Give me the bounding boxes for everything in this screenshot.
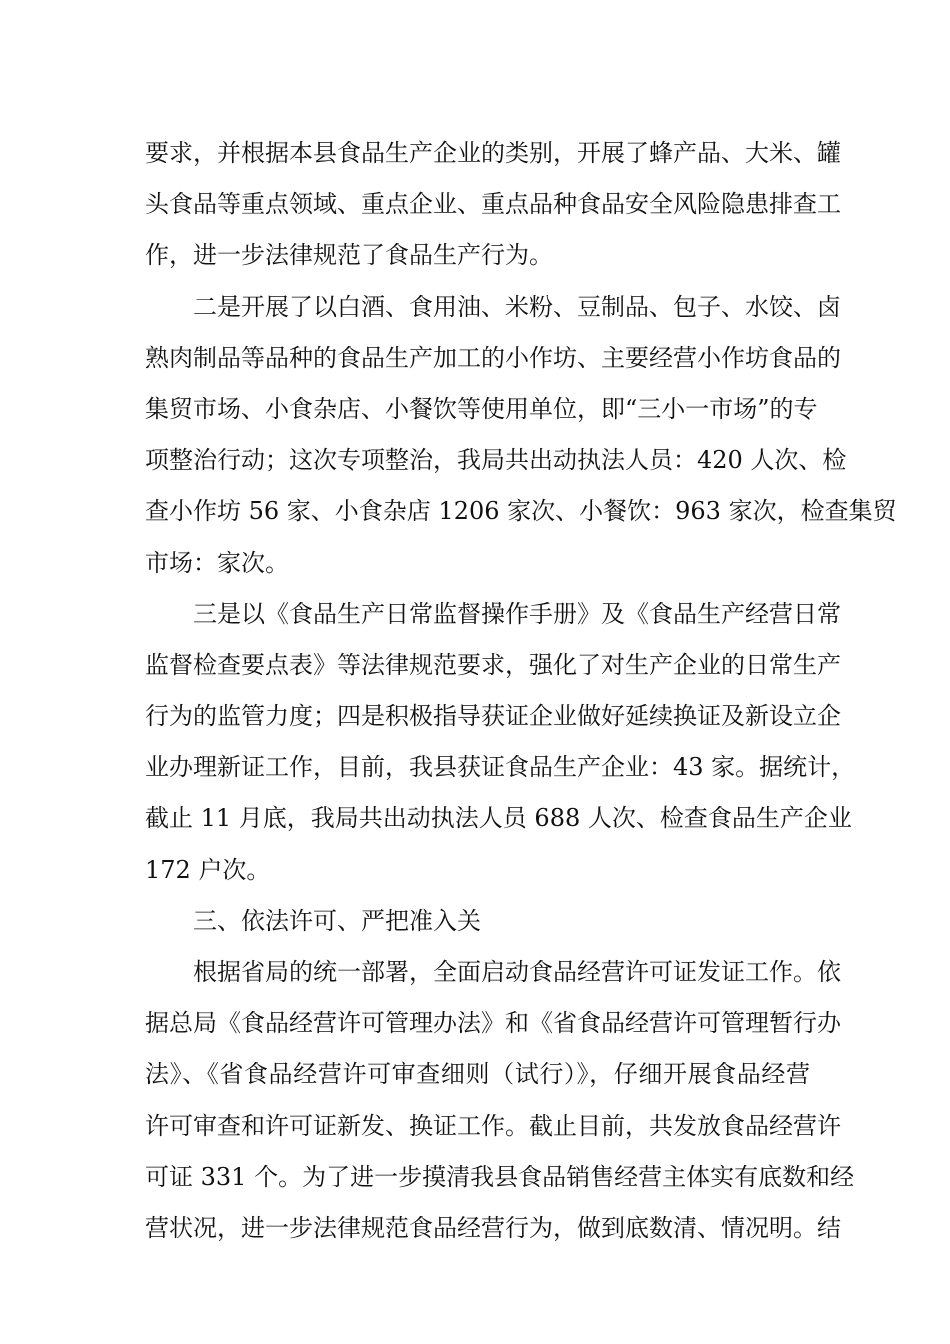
text-line: 三是以《食品生产日常监督操作手册》及《食品生产经营日常: [193, 599, 841, 628]
text-line: 截止 11 月底，我局共出动执法人员 688 人次、检查食品生产企业: [145, 804, 852, 833]
section-heading: [145, 896, 810, 947]
text-line: 许可审查和许可证新发、换证工作。截止目前，共发放食品经营许: [145, 1111, 841, 1140]
text-line: 市场：家次。: [145, 548, 289, 577]
text-line: 查小作坊 56 家、小食杂店 1206 家次、小餐饮：963 家次，检查集贸: [145, 497, 897, 526]
document-body: [145, 128, 897, 1254]
text-line: 行为的监管力度；四是积极指导获证企业做好延续换证及新设立企: [145, 702, 841, 731]
text-line: 据总局《食品经营许可管理办法》和《省食品经营许可管理暂行办: [145, 1009, 841, 1038]
text-line: 作，进一步法律规范了食品生产行为。: [145, 241, 553, 270]
heading-text: 三、依法许可、严把准入关: [193, 906, 481, 935]
text-line: 监督检查要点表》等法律规范要求，强化了对生产企业的日常生产: [145, 650, 841, 679]
text-line: 172 户次。: [145, 855, 271, 884]
text-line: 项整治行动；这次专项整治，我局共出动执法人员：420 人次、检: [145, 446, 847, 475]
paragraph-1: [145, 128, 841, 282]
text-line: 集贸市场、小食杂店、小餐饮等使用单位，即“三小一市场”的专: [145, 394, 818, 423]
paragraph-5: [145, 947, 855, 1254]
text-line: 根据省局的统一部署，全面启动食品经营许可证发证工作。依: [193, 958, 841, 986]
text-line: 业办理新证工作，目前，我县获证食品生产企业：43 家。据统计，: [145, 753, 856, 782]
text-line: 头食品等重点领域、重点企业、重点品种食品安全风险隐患排查工: [145, 190, 841, 219]
text-line: 可证 331 个。为了进一步摸清我县食品销售经营主体实有底数和经: [145, 1162, 855, 1191]
paragraph-3: [145, 589, 856, 896]
text-line: 法》、《省食品经营许可审查细则（试行）》，仔细开展食品经营: [145, 1060, 810, 1089]
paragraph-2: [145, 282, 897, 589]
text-line: 要求，并根据本县食品生产企业的类别，开展了蜂产品、大米、罐: [145, 139, 841, 167]
text-line: 熟肉制品等品种的食品生产加工的小作坊、主要经营小作坊食品的: [145, 343, 841, 372]
text-line: 营状况，进一步法律规范食品经营行为，做到底数清、情况明。结: [145, 1213, 841, 1242]
text-line: 二是开展了以白酒、食用油、米粉、豆制品、包子、水饺、卤: [193, 292, 841, 321]
